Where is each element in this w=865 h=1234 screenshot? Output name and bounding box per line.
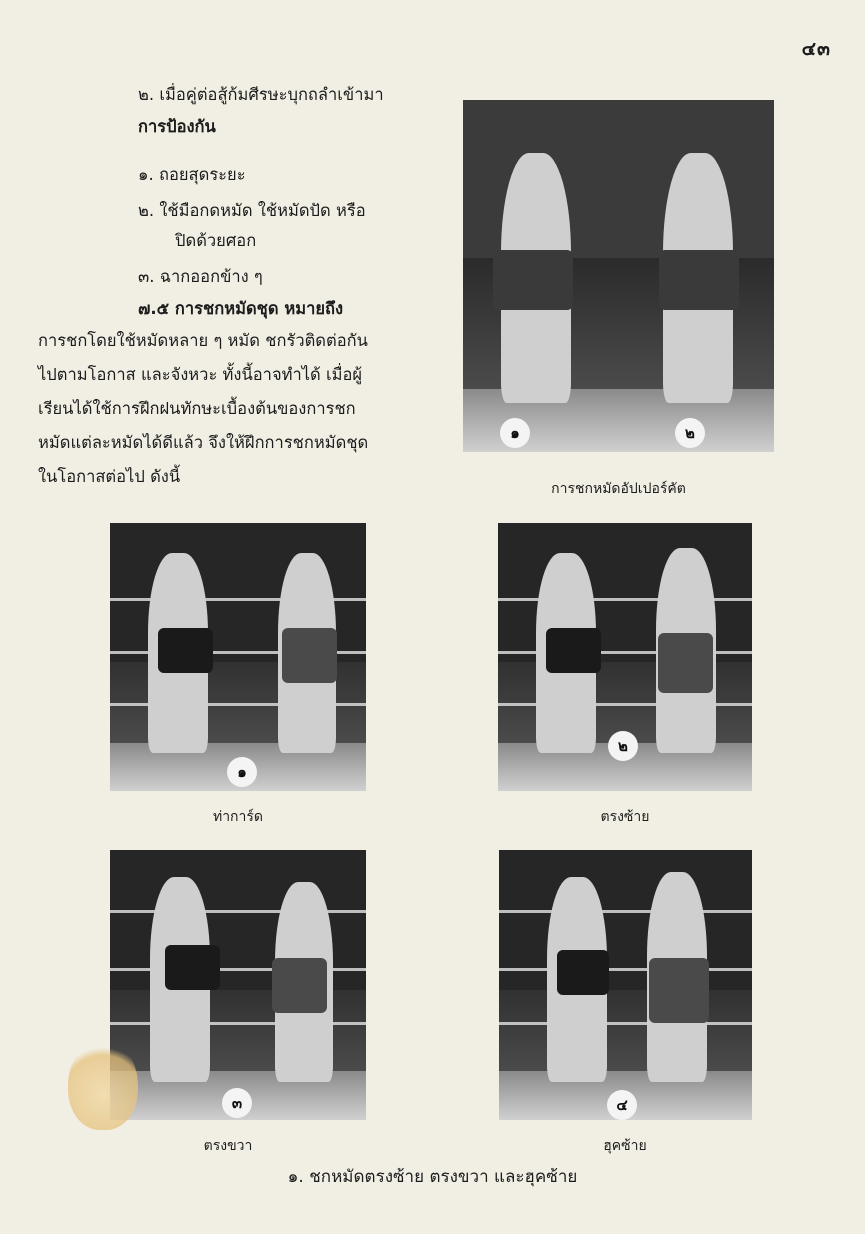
text-line: ปิดด้วยศอก [175,231,257,250]
text-line: ไปตามโอกาส และจังหวะ ทั้งนี้อาจทำได้ เมื่อผู้ [38,365,363,384]
text-line: หมัดแต่ละหมัดได้ดีแล้ว จึงให้ฝึกการชกหมัดชุด [38,433,369,452]
text-line: ๗.๕ การชกหมัดชุด หมายถึง [138,299,344,318]
left-hook-photo [499,850,752,1120]
photo-caption: ตรงขวา [203,1138,253,1154]
page-number: ๔๓ [801,38,831,60]
photo-caption: ตรงซ้าย [600,809,650,825]
guard-photo [110,523,366,791]
text-line: ในโอกาสต่อไป ดังนี้ [38,467,181,486]
photo-number-badge: ๓ [222,1088,252,1118]
photo-number-badge: ๔ [607,1090,637,1120]
text-line: ๒. ใช้มือกดหมัด ใช้หมัดปัด หรือ [138,201,366,220]
text-line: ๒. เมื่อคู่ต่อสู้ก้มศีรษะบุกถลำเข้ามา [138,85,384,104]
text-line: เรียนได้ใช้การฝึกฝนทักษะเบื้องต้นของการชก [38,399,356,418]
photo-caption: การชกหมัดอัปเปอร์คัต [551,481,686,497]
photo-caption: ท่าการ์ด [212,809,264,825]
photo-caption: ฮุคซ้าย [603,1138,647,1154]
library-seal-logo [68,1040,138,1130]
text-line: การป้องกัน [138,117,216,136]
figure-caption: ๑. ชกหมัดตรงซ้าย ตรงขวา และฮุคซ้าย [287,1167,578,1187]
left-jab-photo [498,523,752,791]
photo-number-badge: ๒ [608,731,638,761]
photo-number-badge: ๒ [675,418,705,448]
photo-number-badge: ๑ [227,757,257,787]
text-line: ๑. ถอยสุดระยะ [138,165,246,184]
right-straight-photo [110,850,366,1120]
photo-number-badge: ๑ [500,418,530,448]
text-line: การชกโดยใช้หมัดหลาย ๆ หมัด ชกรัวติดต่อกัน [38,331,368,350]
uppercut-photo [463,100,774,452]
text-line: ๓. ฉากออกข้าง ๆ [138,267,263,286]
